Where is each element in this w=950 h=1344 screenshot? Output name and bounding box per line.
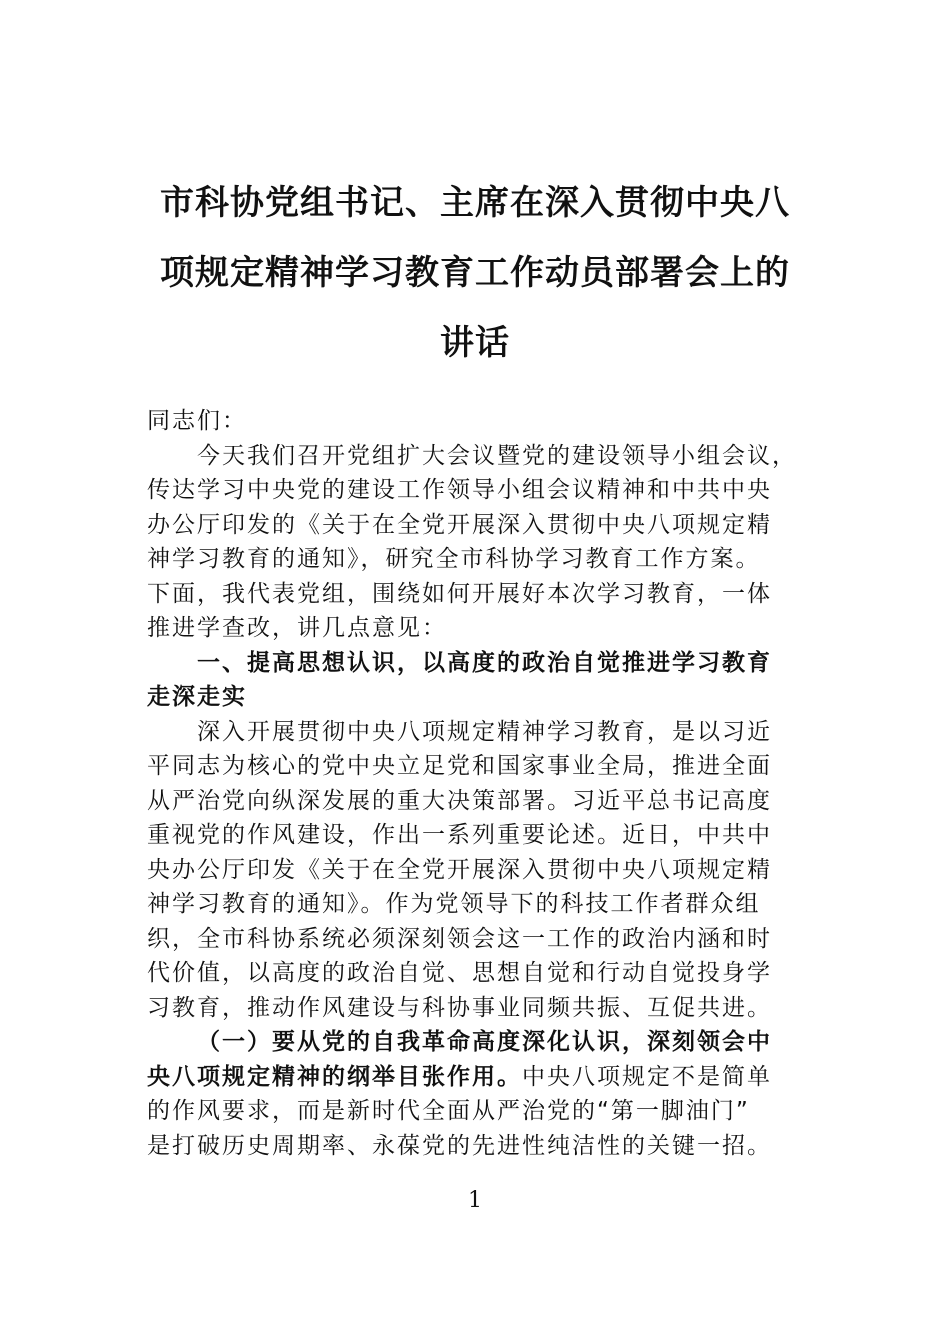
paragraph-line: 代价值，以高度的政治自觉、思想自觉和行动自觉投身学	[147, 960, 772, 986]
document-title	[120, 168, 830, 378]
paragraph-line: 是打破历史周期率、永葆党的先进性纯洁性的关键一招。	[147, 1132, 772, 1159]
paragraph-line: 神学习教育的通知》，研究全市科协学习教育工作方案。	[147, 546, 761, 572]
salutation: 同志们：	[147, 408, 247, 434]
section-heading: 走深走实	[147, 684, 247, 710]
title-line: 项规定精神学习教育工作动员部署会上的	[160, 253, 790, 293]
paragraph-line: 推进学查改，讲几点意见：	[147, 615, 447, 641]
paragraph-line: 平同志为核心的党中央立足党和国家事业全局，推进全面	[147, 753, 772, 779]
paragraph-line: 深入开展贯彻中央八项规定精神学习教育，是以习近	[197, 718, 772, 745]
paragraph-line: 今天我们召开党组扩大会议暨党的建设领导小组会议，	[197, 442, 797, 469]
paragraph-line: 习教育，推动作风建设与科协事业同频共振、互促共进。	[147, 994, 772, 1021]
paragraph-line: 从严治党向纵深发展的重大决策部署。习近平总书记高度	[147, 787, 772, 814]
subsection-heading-continued: 央八项规定精神的纲举目张作用。	[147, 1063, 522, 1090]
paragraph-line: 央办公厅印发《关于在全党开展深入贯彻中央八项规定精	[147, 856, 772, 883]
paragraph-line: 传达学习中央党的建设工作领导小组会议精神和中共中央	[147, 477, 772, 503]
paragraph-line: 下面，我代表党组，围绕如何开展好本次学习教育，一体	[147, 580, 772, 607]
title-line: 讲话	[440, 323, 510, 363]
document-body	[147, 404, 807, 1163]
paragraph-line: 办公厅印发的《关于在全党开展深入贯彻中央八项规定精	[147, 511, 772, 538]
paragraph-line	[147, 1060, 807, 1095]
paragraph-line: 重视党的作风建设，作出一系列重要论述。近日，中共中	[147, 822, 772, 848]
subsection-heading: （一）要从党的自我革命高度深化认识，深刻领会中	[197, 1029, 772, 1055]
page-number: 1	[468, 1188, 482, 1213]
paragraph-line: 的作风要求，而是新时代全面从严治党的“第一脚油门”	[147, 1098, 750, 1124]
section-heading: 一、提高思想认识，以高度的政治自觉推进学习教育	[197, 649, 772, 676]
title-line: 市科协党组书记、主席在深入贯彻中央八	[160, 183, 790, 223]
paragraph-line: 神学习教育的通知》。作为党领导下的科技工作者群众组	[147, 891, 761, 917]
paragraph-text: 中央八项规定不是简单	[522, 1063, 772, 1090]
paragraph-line: 织，全市科协系统必须深刻领会这一工作的政治内涵和时	[147, 925, 772, 952]
